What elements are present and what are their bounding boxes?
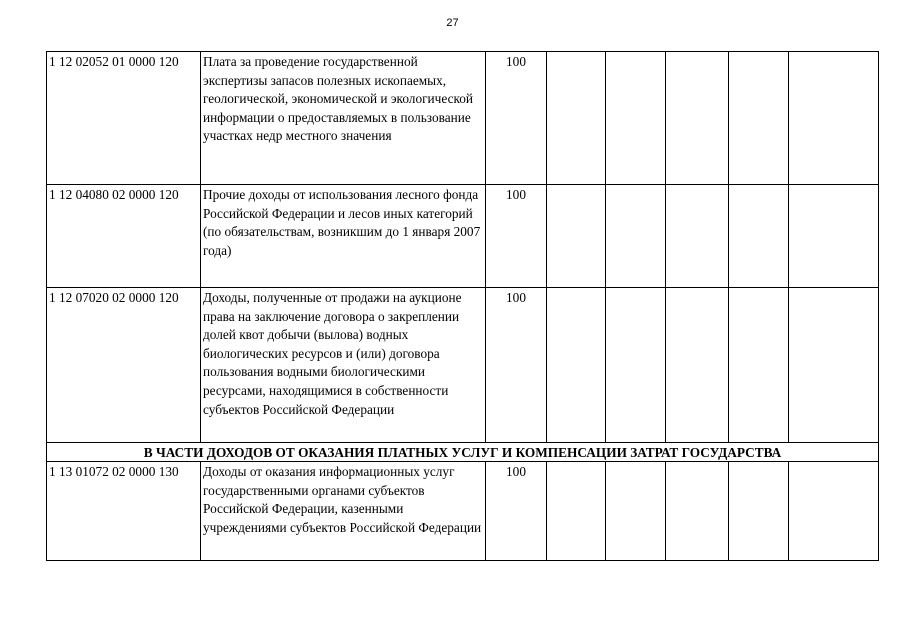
empty-cell [666, 462, 729, 561]
revenue-name-text: Прочие доходы от использования лесного фонда Российской Федерации и лесов иных категорий (по обязательствам, возникшим до 1 января 2007 года) [203, 187, 481, 258]
revenue-name-text: Плата за проведение государственной экспертизы запасов полезных ископаемых, геологической, экономической и экологической информации о предоставляемых в пользование участках недр местного значения [203, 54, 474, 144]
revenue-name [201, 185, 486, 288]
empty-cell [789, 288, 879, 443]
section-heading: В ЧАСТИ ДОХОДОВ ОТ ОКАЗАНИЯ ПЛАТНЫХ УСЛУГ И КОМПЕНСАЦИИ ЗАТРАТ ГОСУДАРСТВА [47, 443, 879, 462]
empty-cell [729, 462, 789, 561]
revenue-name-text: Доходы, полученные от продажи на аукционе права на заключение договора о закреплении долей квот добычи (вылова) водных биологических ресурсов и (или) договора пользования водными биологическими ресурсами, находящимися в собственности субъектов Российской Федерации [203, 290, 462, 417]
revenue-distribution-table [46, 51, 879, 561]
revenue-name [201, 462, 486, 561]
empty-cell [789, 52, 879, 185]
empty-cell [666, 288, 729, 443]
empty-cell [729, 288, 789, 443]
empty-cell [547, 288, 606, 443]
revenue-code: 1 13 01072 02 0000 130 [47, 462, 201, 561]
empty-cell [789, 462, 879, 561]
revenue-code: 1 12 07020 02 0000 120 [47, 288, 201, 443]
empty-cell [606, 185, 666, 288]
empty-cell [666, 185, 729, 288]
revenue-code: 1 12 02052 01 0000 120 [47, 52, 201, 185]
section-heading-row [47, 443, 879, 462]
empty-cell [729, 52, 789, 185]
percent-cell: 100 [486, 185, 547, 288]
table-row [47, 288, 879, 443]
revenue-code: 1 12 04080 02 0000 120 [47, 185, 201, 288]
empty-cell [789, 185, 879, 288]
table-row [47, 52, 879, 185]
table-row [47, 462, 879, 561]
percent-cell: 100 [486, 52, 547, 185]
empty-cell [666, 52, 729, 185]
revenue-name [201, 288, 486, 443]
empty-cell [729, 185, 789, 288]
table-row [47, 185, 879, 288]
page-number: 27 [446, 17, 459, 29]
empty-cell [547, 462, 606, 561]
empty-cell [606, 462, 666, 561]
empty-cell [547, 185, 606, 288]
empty-cell [547, 52, 606, 185]
percent-cell: 100 [486, 288, 547, 443]
empty-cell [606, 288, 666, 443]
empty-cell [606, 52, 666, 185]
revenue-name [201, 52, 486, 185]
percent-cell: 100 [486, 462, 547, 561]
revenue-name-text: Доходы от оказания информационных услуг государственными органами субъектов Российской Федерации, казенными учреждениями субъектов Российской Федерации [203, 464, 482, 535]
